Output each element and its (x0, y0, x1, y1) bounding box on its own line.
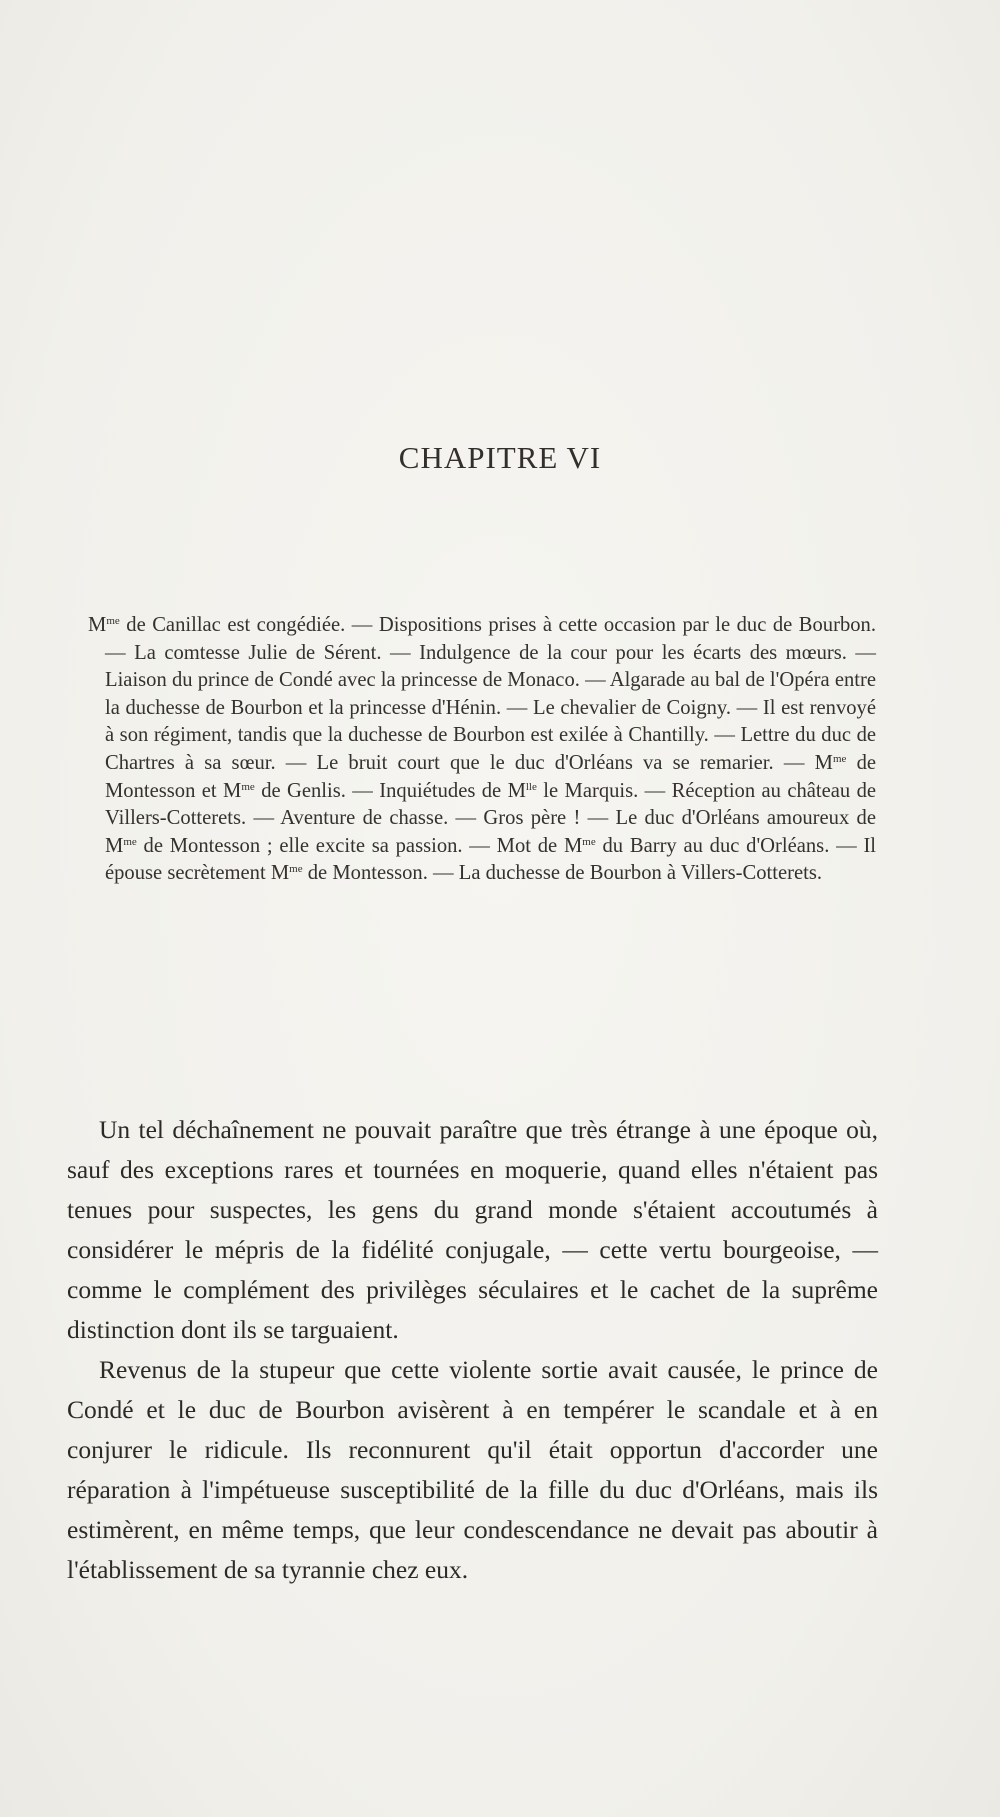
summary-abbr: M (563, 834, 583, 857)
summary-abbr: M (105, 834, 124, 857)
summary-abbr: M (223, 779, 242, 802)
summary-sup: me (106, 615, 120, 627)
summary-abbr: M (814, 751, 833, 774)
summary-text: de Montesson et (105, 751, 876, 802)
summary-text: de Canillac est congédiée. — Dispositions prises à cette occasion par le duc de Bourbon. — La comtesse Julie de Sérent. — Indulgence de la cour pour les écarts des mœurs. — Liaison du prince de Condé avec la princesse de Monaco. — Algarade au bal de l'Opéra entre la duchesse de Bourbon et la princesse d'Hénin. — Le chevalier de Coigny. — Il est renvoyé à son régiment, tandis que la duchesse de Bourbon est exilée à Chantilly. — Lettre du duc de Chartres à sa sœur. — Le bruit court que le duc d'Orléans va se remarier. — (105, 614, 876, 774)
body-paragraph: Un tel déchaînement ne pouvait paraître que très étrange à une époque où, sauf des exceptions rares et tournées en moquerie, quand elles n'étaient pas tenues pour suspectes, les gens du grand monde s'étaient accoutumés à considérer le mépris de la fidélité conjugale, — cette vertu bourgeoise, — comme le complément des privilèges séculaires et le cachet de la suprême distinction dont ils se targuaient. (67, 1115, 878, 1344)
summary-abbr: M (270, 862, 290, 885)
summary-sup: me (582, 835, 596, 848)
summary-text: de Montesson. — La duchesse de Bourbon à Villers-Cotterets. (307, 862, 823, 885)
body-text (67, 1110, 878, 1590)
summary-text: de Genlis. — Inquiétudes de (261, 779, 502, 802)
summary-sup: me (241, 780, 255, 793)
summary-abbr: M (88, 614, 107, 636)
summary-sup: me (832, 752, 847, 765)
body-paragraph: Revenus de la stupeur que cette violente sortie avait causée, le prince de Condé et le duc de Bourbon avisèrent à en tempérer le scandale et à en conjurer le ridicule. Ils reconnurent qu'il était opportun d'accorder une réparation à l'impétueuse susceptibilité de la fille du duc d'Orléans, mais ils estimèrent, en même temps, que leur condescendance ne devait pas aboutir à l'établissement de sa tyrannie chez eux. (67, 1355, 878, 1584)
summary-text: de Montesson ; elle excite sa passion. — Mot de (143, 834, 558, 857)
chapter-summary (88, 612, 876, 888)
chapter-title: CHAPITRE VI (398, 440, 602, 475)
summary-abbr: M (507, 779, 526, 802)
summary-sup: me (123, 835, 137, 848)
summary-text: le Marquis. — Réception au château de Villers-Cotterets. — Aventure de chasse. — Gros père ! — Le duc d'Orléans amoureux de (105, 779, 877, 830)
summary-sup: me (289, 863, 303, 876)
summary-text: du Barry au duc d'Orléans. — Il épouse secrètement (105, 834, 877, 885)
summary-sup: lle (525, 780, 537, 793)
